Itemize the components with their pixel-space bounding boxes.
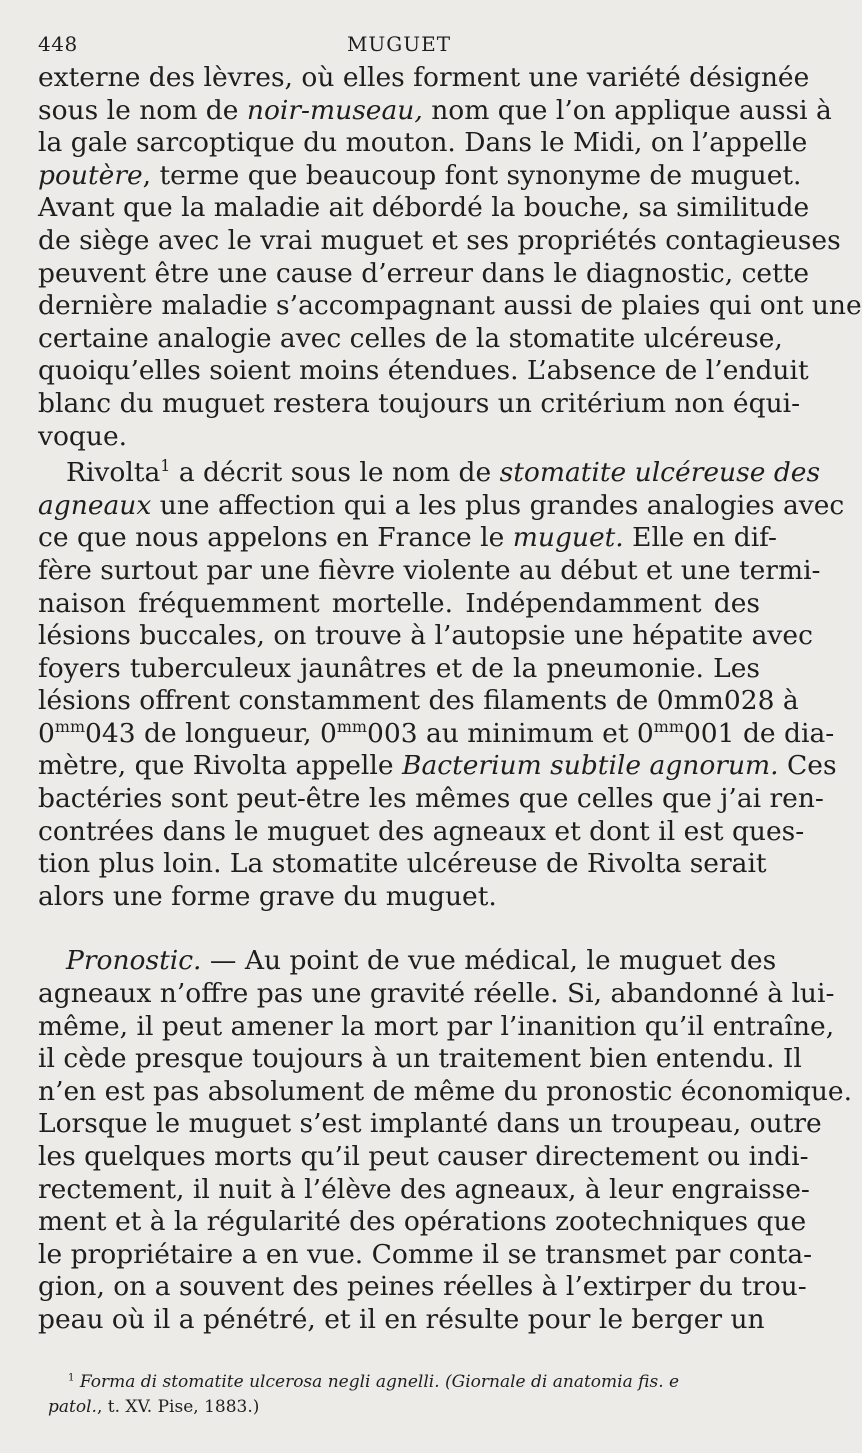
footnote-title: Forma di stomatite ulcerosa negli agnelli.	[74, 1372, 440, 1392]
unit-superscript: mm	[336, 717, 367, 737]
text-line: Lorsque le muguet s’est implanté dans un troupeau, outre	[38, 1108, 822, 1140]
term-muguet: muguet.	[512, 522, 624, 554]
text-span: 003 au minimum et 0	[366, 717, 654, 749]
footnote-journal: (Giornale di anatomia fis. e	[439, 1372, 680, 1392]
text-line: tion plus loin. La stomatite ulcéreuse de Rivolta serait	[38, 848, 767, 880]
term-noir-museau: noir-museau,	[246, 94, 423, 126]
footnote-marker: 1	[68, 1372, 75, 1384]
text-line: le propriétaire a en vue. Comme il se transmet par conta-	[38, 1238, 813, 1270]
text-span: , terme que beaucoup font synonyme de muguet.	[142, 159, 802, 191]
footnote-line	[48, 1370, 762, 1395]
term-poutere: poutère	[38, 159, 143, 191]
text-line	[38, 717, 835, 751]
text-line: lésions buccales, on trouve à l’autopsie une hépatite avec	[38, 620, 813, 652]
text-line: Avant que la maladie ait débordé la bouche, sa similitude	[38, 192, 810, 224]
page-header	[38, 28, 760, 62]
text-line: rectement, il nuit à l’élève des agneaux, à leur engraisse-	[38, 1173, 810, 1205]
text-line: foyers tuberculeux jaunâtres et de la pneumonie. Les	[38, 652, 760, 684]
text-line: les quelques morts qu’il peut causer directement ou indi-	[38, 1141, 809, 1172]
text-line: certaine analogie avec celles de la stomatite ulcéreuse,	[38, 322, 783, 354]
unit-superscript: mm	[653, 717, 684, 737]
text-span: sous le nom de	[38, 94, 247, 126]
text-line: gion, on a souvent des peines réelles à l’extirper du trou-	[38, 1271, 807, 1303]
text-line: contrées dans le muguet des agneaux et dont il est ques-	[38, 815, 805, 847]
text-line: peuvent être une cause d’erreur dans le diagnostic, cette	[38, 257, 810, 289]
text-line: alors une forme grave du muguet.	[38, 880, 497, 912]
main-text	[38, 62, 862, 1337]
text-span: — Au point de vue médical, le muguet des	[201, 945, 777, 977]
text-line	[38, 456, 821, 490]
text-line	[38, 94, 832, 128]
footnote	[48, 1370, 762, 1420]
paragraph-differential-diagnosis	[38, 62, 862, 453]
text-span: une affection qui a les plus grandes analogies avec	[151, 489, 845, 521]
text-line: n’en est pas absolument de même du pronostic économique.	[38, 1075, 853, 1107]
paragraph-pronostic	[38, 945, 853, 1336]
text-line: la gale sarcoptique du mouton. Dans le Midi, on l’appelle	[38, 127, 808, 159]
text-line: même, il peut amener la mort par l’inanition qu’il entraîne,	[38, 1010, 835, 1042]
text-span: 0	[38, 717, 55, 749]
text-line	[38, 159, 802, 193]
text-line: lésions offrent constamment des filaments de 0mm028 à	[38, 685, 799, 717]
text-line	[38, 750, 837, 783]
paragraph-rivolta	[38, 456, 845, 913]
footnote-citation: , t. XV. Pise, 1883.)	[96, 1397, 260, 1417]
text-span: a décrit sous le nom de	[170, 457, 500, 489]
text-line: voque.	[38, 420, 128, 452]
text-line: agneaux n’offre pas une gravité réelle. Si, abandonné à lui-	[38, 978, 835, 1010]
footnote-reference: 1	[160, 456, 171, 476]
text-span: 043 de longueur, 0	[85, 717, 337, 749]
text-line: blanc du muguet restera toujours un critérium non équi-	[38, 387, 801, 419]
section-heading-pronostic: Pronostic.	[66, 945, 202, 977]
text-line: il cède presque toujours à un traitement bien entendu. Il	[38, 1043, 802, 1075]
text-line: fère surtout par une fièvre violente au début et une termi-	[38, 554, 821, 586]
text-line: bactéries sont peut-être les mêmes que celles que j’ai ren-	[38, 783, 824, 815]
text-span: Ces	[778, 750, 837, 782]
term-bacterium: Bacterium subtile agnorum.	[401, 750, 779, 782]
unit-superscript: mm	[54, 717, 86, 737]
text-span: Elle en dif-	[623, 522, 777, 554]
text-span: Rivolta	[66, 457, 161, 489]
text-line: de siège avec le vrai muguet et ses propriétés contagieuses	[38, 224, 841, 256]
footnote-journal-cont: patol.	[48, 1397, 97, 1417]
text-span: ce que nous appelons en France le	[38, 522, 513, 554]
text-line	[38, 945, 777, 978]
text-line: ment et à la régularité des opérations zootechniques que	[38, 1206, 807, 1238]
text-span: 001 de dia-	[683, 717, 835, 749]
term-agneaux: agneaux	[38, 489, 152, 521]
text-line: externe des lèvres, où elles forment une variété désignée	[38, 62, 810, 93]
text-span: mètre, que Rivolta appelle	[38, 750, 402, 782]
section-gap	[38, 913, 760, 945]
running-title: MUGUET	[346, 32, 452, 56]
text-line: dernière maladie s’accompagnant aussi de plaies qui ont une	[38, 290, 862, 322]
text-line: peau où il a pénétré, et il en résulte pour le berger un	[38, 1303, 765, 1335]
text-line	[38, 522, 777, 555]
text-line: naison fréquemment mortelle. Indépendamment des	[38, 587, 760, 619]
text-line: quoiqu’elles soient moins étendues. L’absence de l’enduit	[38, 355, 809, 387]
text-line	[38, 489, 845, 523]
text-span: nom que l’on applique aussi à	[422, 94, 832, 126]
page-number: 448	[38, 32, 78, 56]
footnote-line	[48, 1395, 762, 1420]
term-stomatite-ulcereuse: stomatite ulcéreuse des	[499, 457, 821, 489]
